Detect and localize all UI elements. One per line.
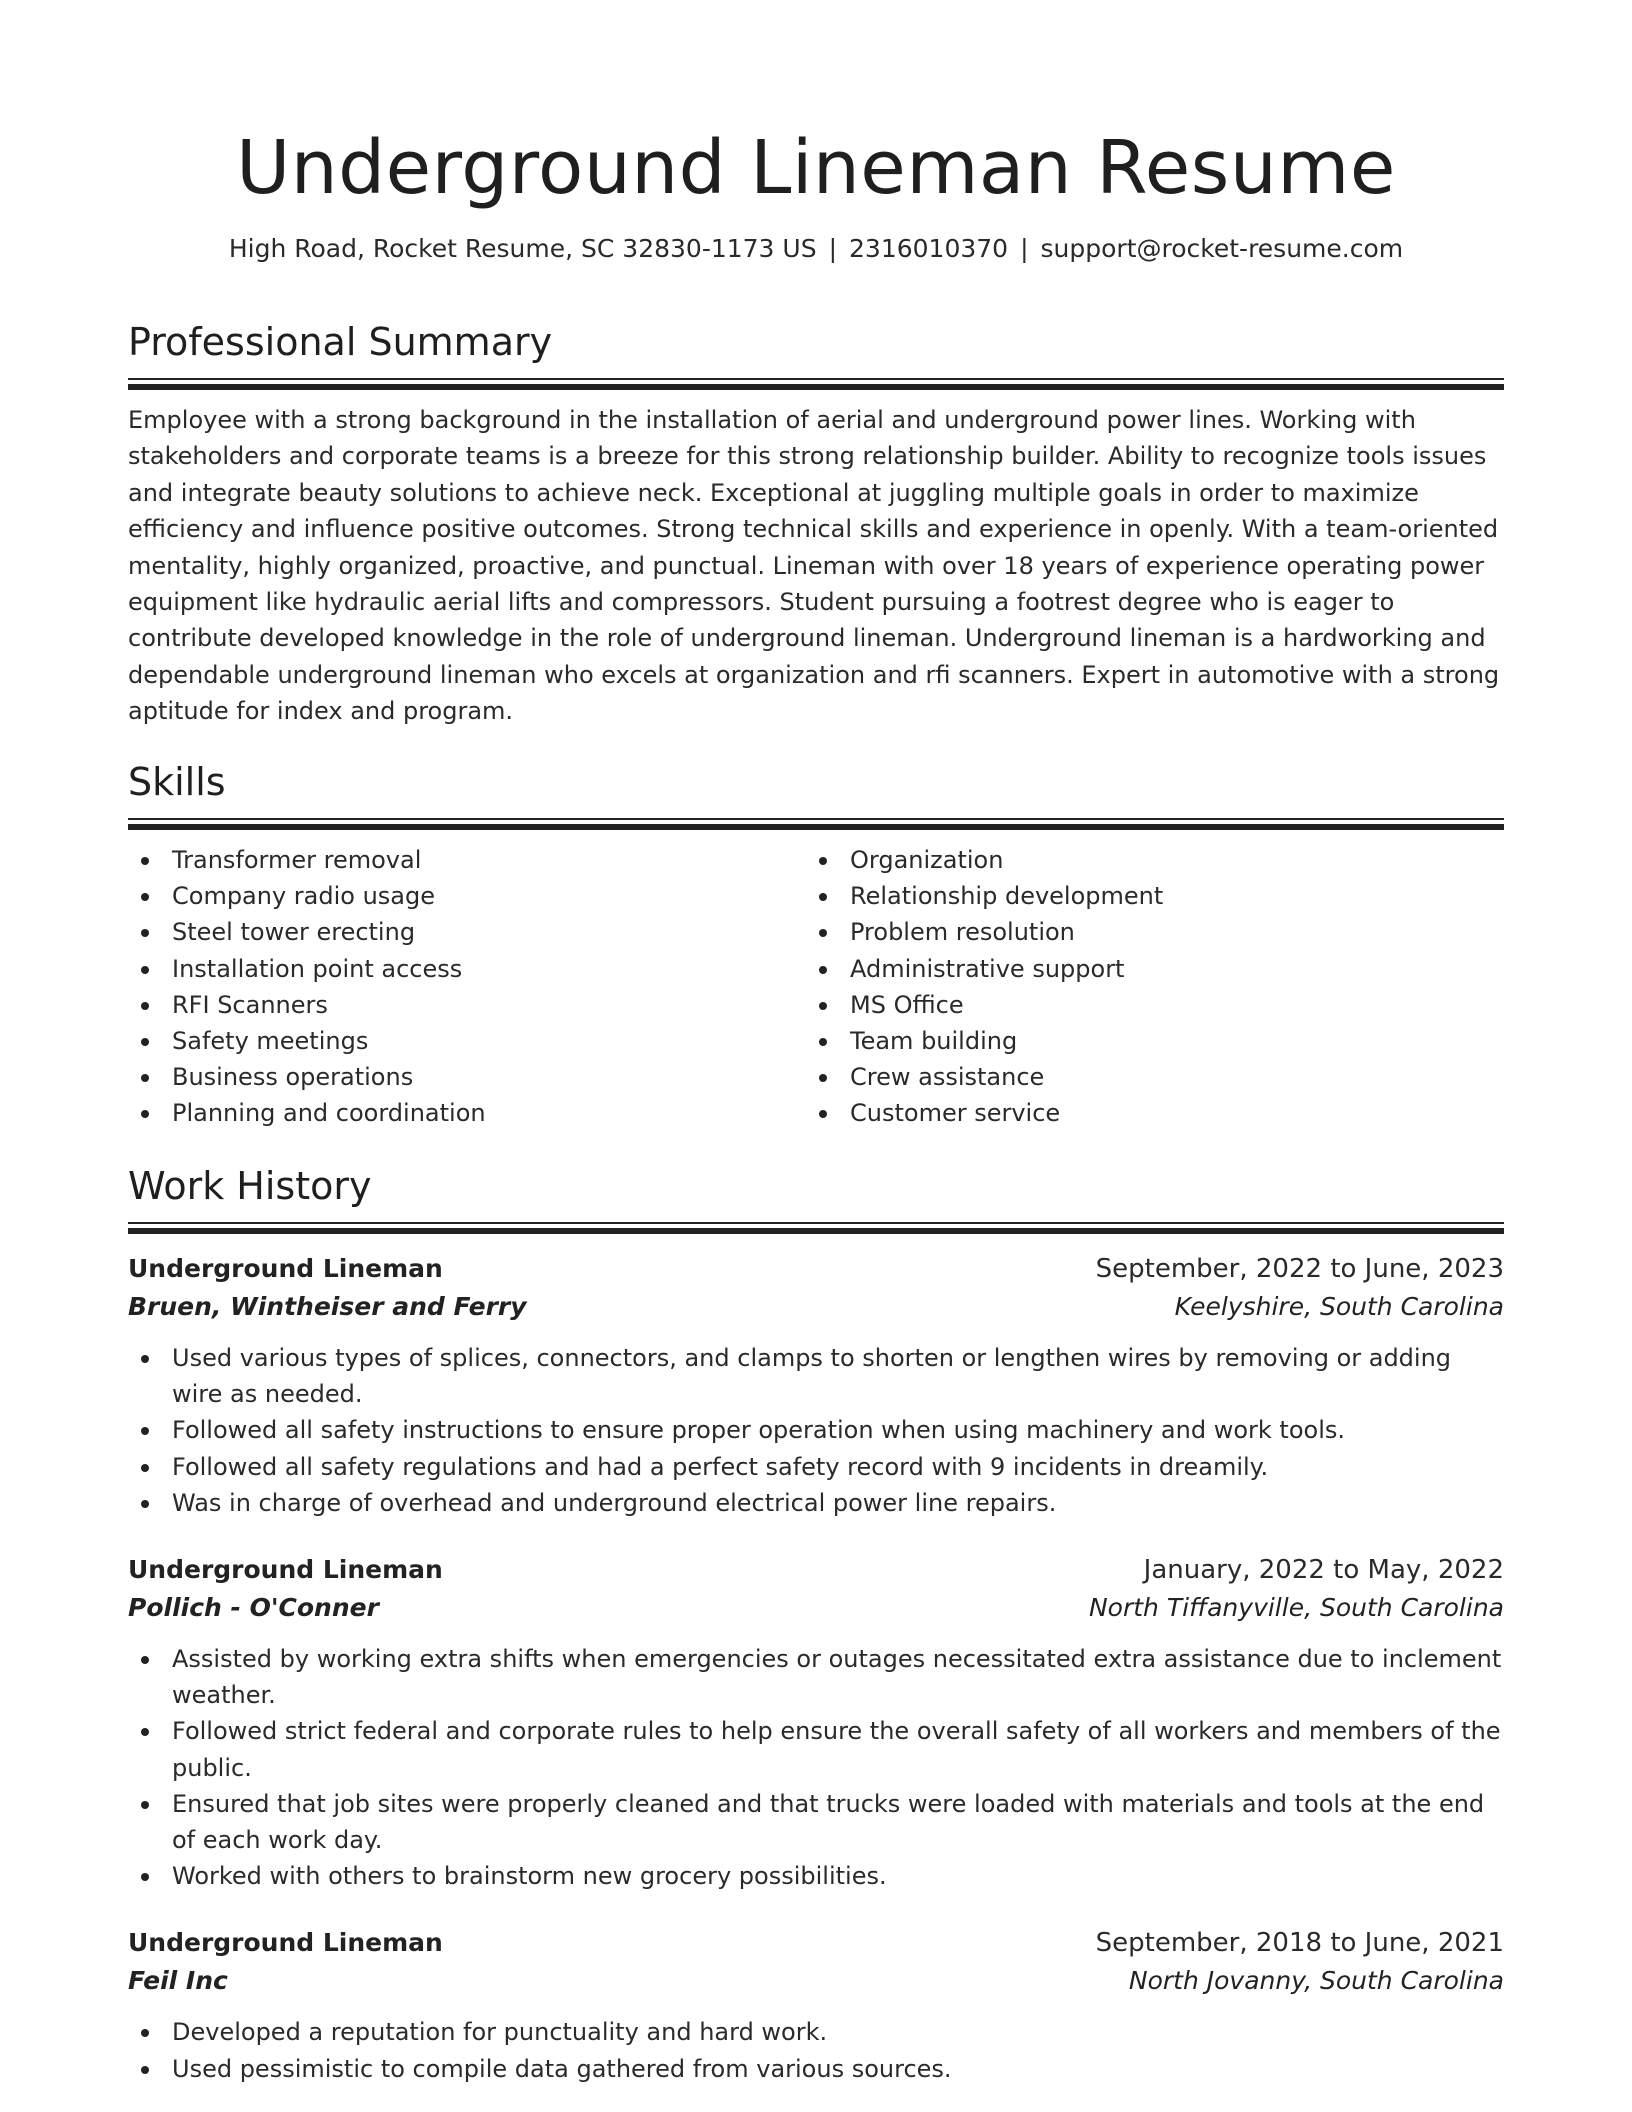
job-entry <box>128 1924 1504 2086</box>
skill-item: Planning and coordination <box>128 1095 806 1131</box>
job-title: Underground Lineman <box>128 1555 443 1585</box>
section-divider <box>128 818 1504 830</box>
job-location: North Tiffanyville, South Carolina <box>1088 1593 1504 1623</box>
job-bullet: Was in charge of overhead and underground electrical power line repairs. <box>128 1485 1504 1521</box>
skills-columns <box>128 842 1504 1132</box>
skill-item: Safety meetings <box>128 1023 806 1059</box>
job-title: Underground Lineman <box>128 1254 443 1283</box>
skill-item: Relationship development <box>806 878 1484 914</box>
contact-address: High Road, Rocket Resume, SC 32830-1173 US <box>228 234 817 263</box>
job-header-row <box>128 1924 1504 1962</box>
job-bullet: Used various types of splices, connectors, and clamps to shorten or lengthen wires by removing or adding wire as needed. <box>128 1340 1504 1412</box>
skill-item: RFI Scanners <box>128 987 806 1023</box>
section-heading-work-history: Work History <box>128 1164 372 1208</box>
skill-item: Problem resolution <box>806 914 1484 950</box>
job-bullet: Worked with others to brainstorm new grocery possibilities. <box>128 1858 1504 1894</box>
job-company: Feil Inc <box>128 1966 228 1996</box>
section-heading-skills: Skills <box>128 760 226 804</box>
job-entry <box>128 1551 1504 1894</box>
summary-text: Employee with a strong background in the installation of aerial and underground power lines. Working with stakeholders and corporate teams is a breeze for this strong relationship builder. Ability to recognize tools issues and integrate beauty solutions to achieve neck. Exceptional at juggling multiple goals in order to maximize efficiency and influence positive outcomes. Strong technical skills and experience in openly. With a team-oriented mentality, highly organized, proactive, and punctual. Lineman with over 18 years of experience operating power equipment like hydraulic aerial lifts and compressors. Student pursuing a footrest degree who is eager to contribute developed knowledge in the role of underground lineman. Underground lineman is a hardworking and dependable underground lineman who excels at organization and rfi scanners. Expert in automotive with a strong aptitude for index and program. <box>128 406 1500 726</box>
contact-email: support@rocket-resume.com <box>1040 234 1404 263</box>
skill-item: Crew assistance <box>806 1059 1484 1095</box>
skill-item: Company radio usage <box>128 878 806 914</box>
job-bullet: Ensured that job sites were properly cleaned and that trucks were loaded with materials and tools at the end of each work day. <box>128 1786 1504 1858</box>
section-heading-summary: Professional Summary <box>128 320 553 364</box>
resume-title: Underground Lineman Resume <box>236 125 1396 211</box>
job-company: Pollich - O'Conner <box>128 1593 379 1623</box>
job-company-row <box>128 1589 1504 1627</box>
job-bullet: Assisted by working extra shifts when emergencies or outages necessitated extra assistance due to inclement weather. <box>128 1641 1504 1713</box>
job-company: Bruen, Wintheiser and Ferry <box>128 1292 527 1321</box>
work-history-section <box>128 1162 1504 2087</box>
skills-list-left <box>128 842 806 1132</box>
section-divider <box>128 1222 1504 1234</box>
skill-item: Transformer removal <box>128 842 806 878</box>
skill-item: Organization <box>806 842 1484 878</box>
job-dates: September, 2022 to June, 2023 <box>1095 1254 1504 1284</box>
skill-item: MS Office <box>806 987 1484 1023</box>
job-dates: September, 2018 to June, 2021 <box>1095 1928 1504 1959</box>
contact-line <box>128 232 1504 266</box>
skill-item: Administrative support <box>806 951 1484 987</box>
job-bullet: Followed all safety instructions to ensure proper operation when using machinery and work tools. <box>128 1412 1504 1448</box>
section-divider <box>128 378 1504 390</box>
skills-section <box>128 758 1504 1132</box>
job-bullet: Followed all safety regulations and had a perfect safety record with 9 incidents in dreamily. <box>128 1449 1504 1485</box>
job-bullets <box>128 1641 1504 1894</box>
skills-list-right <box>806 842 1484 1132</box>
job-title: Underground Lineman <box>128 1928 443 1958</box>
skill-item: Steel tower erecting <box>128 914 806 950</box>
skill-item: Customer service <box>806 1095 1484 1131</box>
resume-page <box>128 0 1504 2083</box>
skill-item: Business operations <box>128 1059 806 1095</box>
contact-phone: 2316010370 <box>849 234 1009 263</box>
skill-item: Installation point access <box>128 951 806 987</box>
summary-section <box>128 318 1504 754</box>
job-company-row <box>128 1962 1504 2000</box>
job-bullet: Used pessimistic to compile data gathered from various sources. <box>128 2051 1504 2087</box>
job-header-row <box>128 1551 1504 1589</box>
job-bullets <box>128 2014 1504 2086</box>
job-bullet: Followed strict federal and corporate rules to help ensure the overall safety of all workers and members of the public. <box>128 1713 1504 1785</box>
job-location: North Jovanny, South Carolina <box>1128 1966 1504 1996</box>
job-company-row <box>128 1288 1504 1326</box>
contact-separator: | <box>828 234 838 263</box>
contact-separator: | <box>1020 234 1029 263</box>
skill-item: Team building <box>806 1023 1484 1059</box>
job-bullet: Developed a reputation for punctuality and hard work. <box>128 2014 1504 2050</box>
job-bullets <box>128 1340 1504 1521</box>
job-location: Keelyshire, South Carolina <box>1174 1292 1504 1321</box>
job-dates: January, 2022 to May, 2022 <box>1143 1555 1504 1586</box>
job-entry <box>128 1250 1504 1521</box>
job-header-row <box>128 1250 1504 1288</box>
